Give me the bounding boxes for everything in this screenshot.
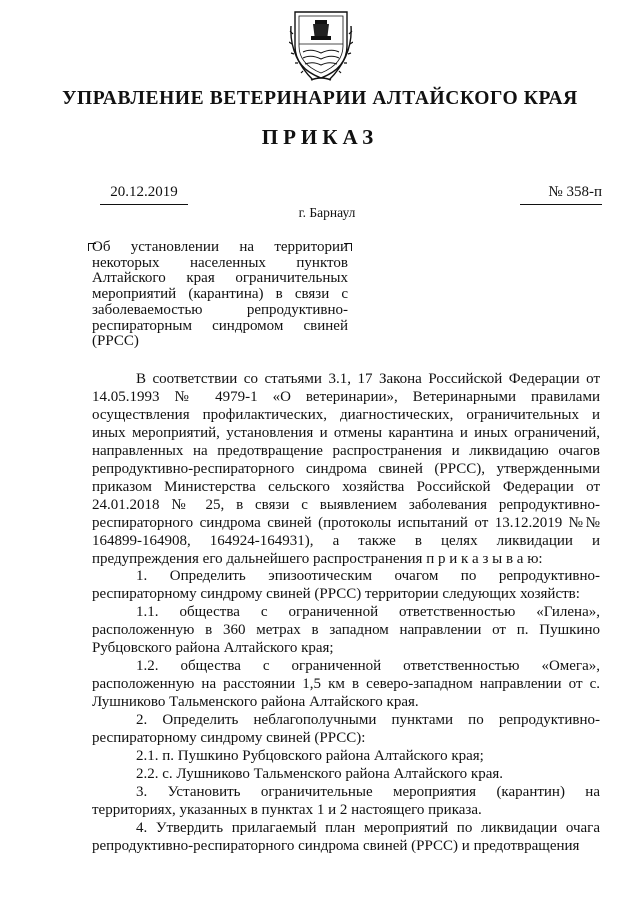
body-paragraph-2-2: 2.2. с. Лушниково Тальменского района Алтайского края. (136, 765, 504, 782)
document-date: 20.12.2019 (100, 184, 188, 205)
body-paragraph-4: 4. Утвердить прилагаемый план мероприятий по ликвидации очага репродуктивно-респираторного синдрома свиней (РРСС) и предотвращения (92, 819, 600, 854)
body-intro: В соответствии со статьями 3.1, 17 Закона Российской Федерации от 14.05.1993 № 4979-1 «О ветеринарии», Ветеринарными правилами осуществления профилактических, диагностических, ограничительных и иных мероприятий, установления и отмены карантина и иных ограничений, направленных на предотвращение распространения и ликвидацию очагов репродуктивно-респираторного синдрома свиней (РРСС), утвержденными приказом Министерства сельского хозяйства Российской Федерации от 24.01.2018 № 25, в связи с выявлением заболевания репродуктивно-респираторного синдрома свиней (протоколы испытаний от 13.12.2019 №№ 164899-164908, 164924-164931), а также в целях ликвидации и предупреждения его дальнейшего распространения п р и к а з ы в а ю: (92, 371, 600, 567)
body-paragraph-1: 1. Определить эпизоотическим очагом по репродуктивно-респираторному синдрому свиней (РРСС) территории следующих хозяйств: (92, 568, 600, 603)
document-body (92, 371, 600, 856)
document-city: г. Барнаул (298, 205, 356, 220)
organization-name: УПРАВЛЕНИЕ ВЕТЕРИНАРИИ АЛТАЙСКОГО КРАЯ (62, 88, 578, 109)
body-paragraph-1-1: 1.1. общества с ограниченной ответственностью «Гилена», расположенную в 360 метрах в западном направлении от п. Пушкино Рубцовского района Алтайского края; (92, 604, 600, 657)
document-type: ПРИКАЗ (261, 125, 379, 149)
coat-of-arms-emblem (289, 6, 353, 82)
body-paragraph-2: 2. Определить неблагополучными пунктами по репродуктивно-респираторному синдрому свиней (РРСС): (92, 712, 600, 747)
document-subject: Об установлении на территории некоторых населенных пунктов Алтайского края ограничительных мероприятий (карантина) в связи с заболеваемостью репродуктивно-респираторным синдромом свиней (РРСС) (92, 239, 348, 350)
body-paragraph-2-1: 2.1. п. Пушкино Рубцовского района Алтайского края; (136, 748, 484, 765)
body-paragraph-1-2: 1.2. общества с ограниченной ответственностью «Омега», расположенную на расстоянии 1,5 км в северо-западном направлении от с. Лушниково Тальменского района Алтайского края. (92, 658, 600, 711)
document-number: № 358-п (520, 184, 602, 205)
body-paragraph-3: 3. Установить ограничительные мероприятия (карантин) на территориях, указанных в пунктах 1 и 2 настоящего приказа. (92, 783, 600, 818)
